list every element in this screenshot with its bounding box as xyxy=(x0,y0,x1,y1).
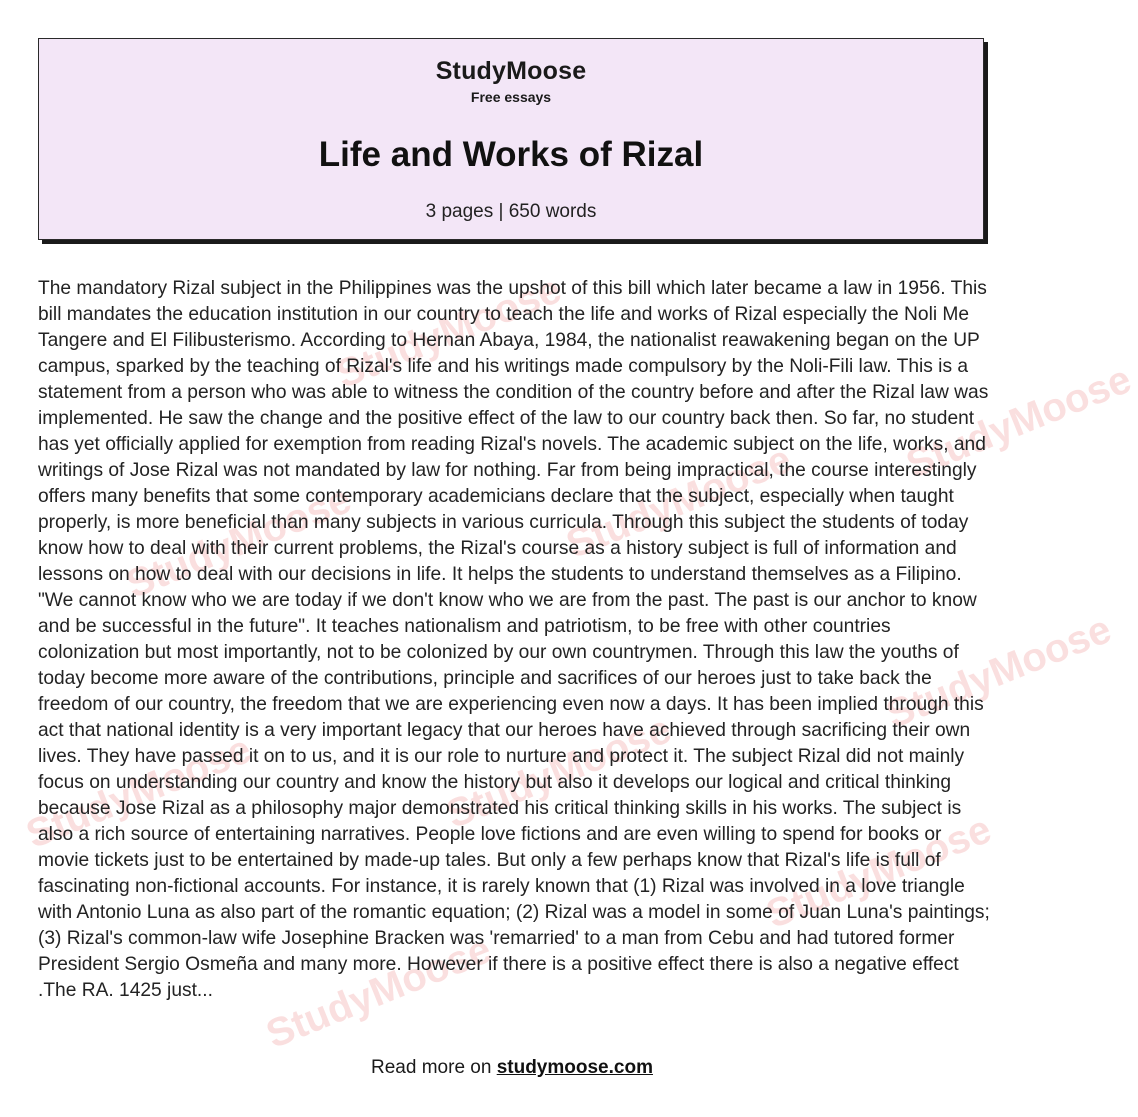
essay-body-text: The mandatory Rizal subject in the Philippines was the upshot of this bill which later became a law in 1956. This bill mandates the education institution in our country to teach the life and works of Rizal especially the Noli Me Tangere and El Filibusterismo. According to Hernan Abaya, 1984, the nationalist reawakening began on the UP campus, sparked by the teaching of Rizal's life and his writings made compulsory by the Noli-Fili law. This is a statement from a person who was able to witness the condition of the country before and after the Rizal law was implemented. He saw the change and the positive effect of the law to our country back then. So far, no student has yet officially applied for exemption from reading Rizal's novels. The academic subject on the life, works, and writings of Jose Rizal was not mandated by law for nothing. Far from being impractical, the course interestingly offers many benefits that some contemporary academicians declare that the subject, especially when taught properly, is more beneficial than many subjects in various curricula. Through this subject the students of today know how to deal with their current problems, the Rizal's course as a history subject is full of information and lessons on how to deal with our decisions in life. It helps the students to understand themselves as a Filipino. "We cannot know who we are today if we don't know who we are from the past. The past is our anchor to know and be successful in the future". It teaches nationalism and patriotism, to be free with other countries colonization but most importantly, not to be colonized by our own countrymen. Through this law the youths of today become more aware of the contributions, principle and sacrifices of our heroes just to take back the freedom of our country, the freedom that we are experiencing even now a days. It has been implied through this act that national identity is a very important legacy that our heroes have achieved through sacrificing their own lives. They have passed it on to us, and it is our role to nurture and protect it. The subject Rizal did not mainly focus on understanding our country and know the history but also it develops our logical and critical thinking because Jose Rizal as a philosophy major demonstrated his critical thinking skills in his works. The subject is also a rich source of entertaining narratives. People love fictions and are even willing to spend for books or movie tickets just to be entertained by made-up tales. But only a few perhaps know that Rizal's life is full of fascinating non-fictional accounts. For instance, it is rarely known that (1) Rizal was involved in a love triangle with Antonio Luna as also part of the romantic equation; (2) Rizal was a model in some of Juan Luna's paintings; (3) Rizal's common-law wife Josephine Bracken was 'remarried' to a man from Cebu and had tutored former President Sergio Osmeña and many more. However if there is a positive effect there is also a negative effect .The RA. 1425 just... xyxy=(38,278,990,1001)
essay-header-card xyxy=(38,38,984,240)
watermark-logo: StudyMoose xyxy=(260,927,498,1057)
watermark-logo: StudyMoose xyxy=(20,727,258,857)
watermark-logo: StudyMoose xyxy=(760,807,998,937)
watermark-logo: StudyMoose xyxy=(900,357,1138,487)
brand-tagline: Free essays xyxy=(470,89,552,105)
brand-name: StudyMoose xyxy=(435,57,587,85)
watermark-logo: StudyMoose xyxy=(330,267,568,397)
watermark-logo: StudyMoose xyxy=(120,477,358,607)
page-title: Life and Works of Rizal xyxy=(318,135,704,174)
studymoose-link[interactable]: studymoose.com xyxy=(496,1057,653,1078)
footer xyxy=(0,1057,1024,1079)
watermark-logo: StudyMoose xyxy=(560,437,798,567)
footer-prefix: Read more on xyxy=(371,1057,492,1078)
watermark-logo: StudyMoose xyxy=(440,707,678,837)
document-meta: 3 pages | 650 words xyxy=(425,201,597,222)
watermark-logo: StudyMoose xyxy=(880,607,1118,737)
